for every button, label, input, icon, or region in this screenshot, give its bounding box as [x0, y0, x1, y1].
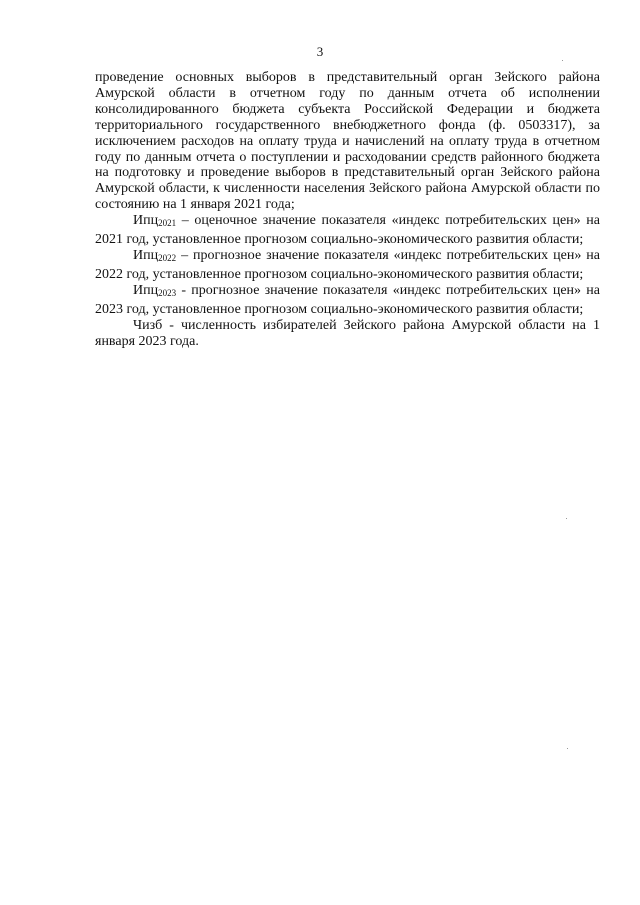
definition-ipc-2021	[95, 213, 600, 248]
ipc-symbol: Ипц	[133, 247, 159, 263]
definition-text: - прогнозное значение показателя «индекс потребительских цен» на 2023 год, установленное прогнозом социально-экономического развития области;	[95, 282, 600, 317]
scan-speck	[562, 60, 563, 61]
definition-ipc-2022	[95, 248, 600, 283]
ipc-subscript: 2023	[158, 287, 177, 298]
intro-paragraph: проведение основных выборов в представительный орган Зейского района Амурской области в отчетном году по данным отчета об исполнении консолидированного бюджета субъекта Российской Федерации и бюджета территориального государственного внебюджетного фонда (ф. 0503317), за исключением расходов на оплату труда и начислений на оплату труда в отчетном году по данным отчета о поступлении и расходовании средств районного бюджета на подготовку и проведение выборов в представительный орган Зейского района Амурской области, к численности населения Зейского района Амурской области по состоянию на 1 января 2021 года;	[95, 70, 600, 213]
page-number: 3	[316, 44, 324, 59]
ipc-subscript: 2021	[158, 218, 177, 229]
scan-speck	[566, 518, 567, 519]
final-paragraph: Чизб - численность избирателей Зейского района Амурской области на 1 января 2023 года.	[95, 317, 600, 349]
definition-text: – прогнозное значение показателя «индекс потребительских цен» на 2022 год, установленное прогнозом социально-экономического развития области;	[95, 247, 600, 282]
ipc-subscript: 2022	[158, 252, 177, 263]
definition-text: – оценочное значение показателя «индекс потребительских цен» на 2021 год, установленное прогнозом социально-экономического развития области;	[95, 213, 600, 248]
definition-ipc-2023	[95, 283, 600, 318]
document-body	[95, 70, 600, 349]
scan-speck	[567, 748, 568, 749]
ipc-symbol: Ипц	[133, 282, 159, 298]
ipc-symbol: Ипц	[133, 213, 159, 229]
